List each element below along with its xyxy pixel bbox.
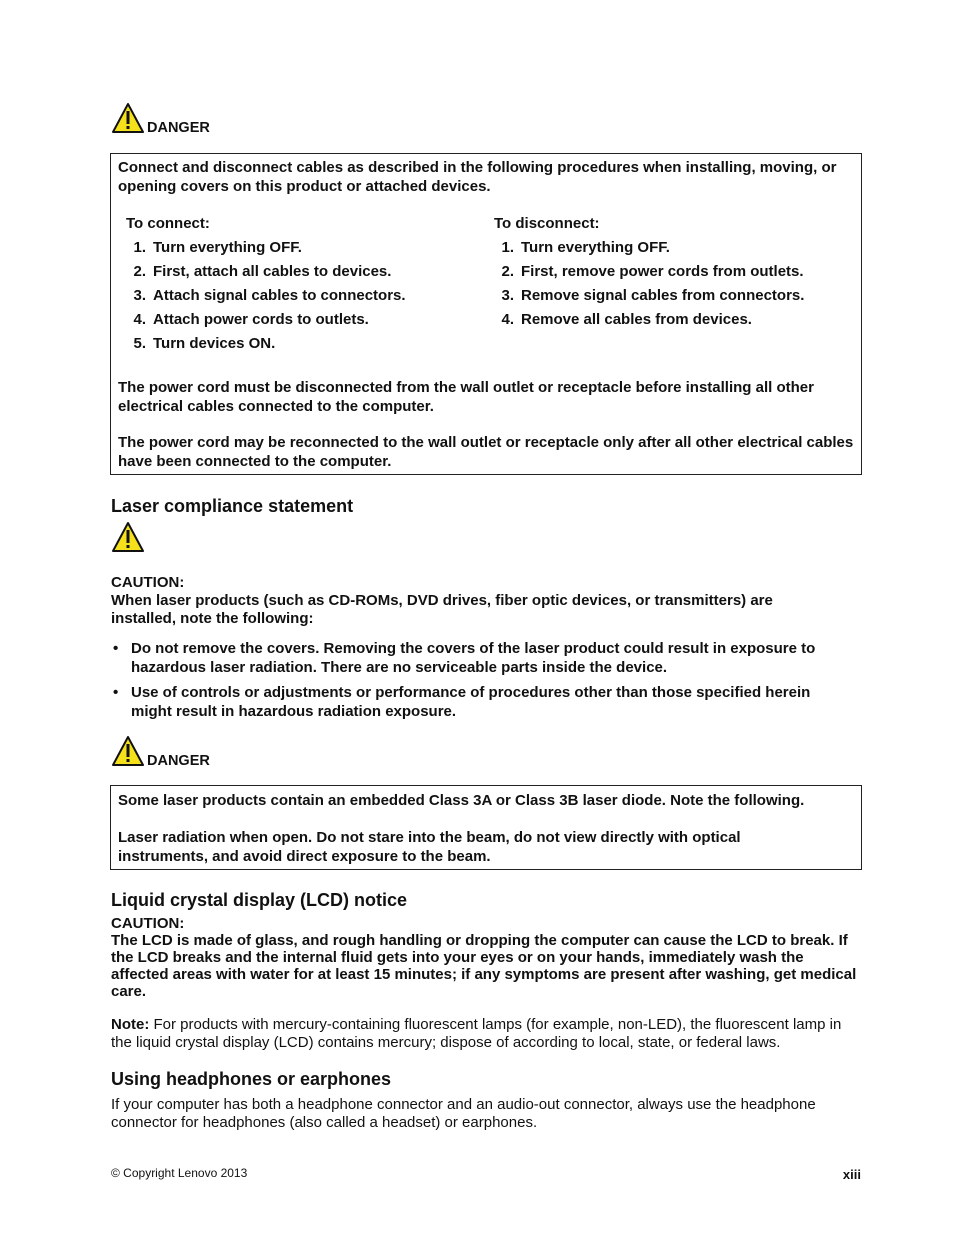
connect-steps (126, 236, 476, 356)
headphones-text: If your computer has both a headphone connector and an audio-out connector, always use the headphone connector for headphones (also called a headset) or earphones. (111, 1096, 816, 1131)
laser-caution-text: When laser products (such as CD-ROMs, DVD drives, fiber optic devices, or transmitters) are installed, note the following: (111, 592, 773, 627)
caution-label: CAUTION: (111, 574, 185, 591)
list-item: 4. Remove all cables from devices. (501, 311, 752, 328)
cable-procedure-box (110, 153, 862, 475)
list-item: 3. Attach signal cables to connectors. (133, 287, 406, 304)
warning-triangle-icon (111, 102, 145, 134)
connect-title: To connect: (126, 215, 210, 232)
list-item: 3. Remove signal cables from connectors. (501, 287, 805, 304)
cable-intro-text: Connect and disconnect cables as described in the following procedures when installing, moving, or opening covers on this product or attached devices. (118, 159, 837, 195)
warning-triangle-icon (111, 521, 145, 553)
power-cord-disconnect-text: The power cord must be disconnected from the wall outlet or receptacle before installing all other electrical cables connected to the computer. (118, 379, 814, 415)
lcd-caution-text: The LCD is made of glass, and rough handling or dropping the computer can cause the LCD to break. If the LCD breaks and the internal fluid gets into your eyes or on your hands, immediately wash the affected areas with water for at least 15 minutes; if any symptoms are present after washing, get medical care. (111, 932, 857, 1000)
laser-radiation-text: Laser radiation when open. Do not stare into the beam, do not view directly with optical instruments, and avoid direct exposure to the beam. (118, 829, 741, 865)
danger-label: DANGER (147, 753, 210, 769)
note-label: Note: (111, 1016, 150, 1033)
connect-column (126, 215, 476, 356)
list-item: 1. Turn everything OFF. (501, 239, 670, 256)
lcd-heading: Liquid crystal display (LCD) notice (111, 890, 408, 910)
laser-diode-text: Some laser products contain an embedded Class 3A or Class 3B laser diode. Note the following. (118, 792, 805, 809)
danger-header-1 (111, 102, 145, 134)
list-item: • Do not remove the covers. Removing the covers of the laser product could result in exposure to hazardous laser radiation. There are no serviceable parts inside the device. (113, 640, 816, 676)
note-text: For products with mercury-containing fluorescent lamps (for example, non-LED), the fluorescent lamp in the liquid crystal display (LCD) contains mercury; dispose of according to local, state, or federal laws. (111, 1016, 842, 1051)
list-item: 2. First, attach all cables to devices. (133, 263, 392, 280)
laser-danger-box (110, 785, 862, 870)
list-item: 4. Attach power cords to outlets. (133, 311, 369, 328)
disconnect-title: To disconnect: (494, 215, 600, 232)
headphones-heading: Using headphones or earphones (111, 1069, 392, 1089)
list-item: 5. Turn devices ON. (133, 335, 276, 352)
list-item: 2. First, remove power cords from outlets. (501, 263, 804, 280)
warning-triangle-icon (111, 735, 145, 767)
copyright-text: © Copyright Lenovo 2013 (111, 1166, 248, 1180)
list-item: • Use of controls or adjustments or performance of procedures other than those specified herein might result in hazardous radiation exposure. (113, 684, 811, 720)
laser-heading: Laser compliance statement (111, 496, 354, 516)
list-item: 1. Turn everything OFF. (133, 239, 302, 256)
laser-bullet-list (111, 639, 851, 727)
disconnect-steps (494, 236, 849, 332)
power-cord-reconnect-text: The power cord may be reconnected to the wall outlet or receptacle only after all other electrical cables have been connected to the computer. (118, 434, 854, 470)
caution-label: CAUTION: (111, 915, 185, 932)
disconnect-column (494, 215, 849, 332)
danger-header-2 (111, 735, 145, 767)
lcd-note (111, 1016, 863, 1051)
laser-caution-icon-wrap (111, 521, 145, 553)
danger-label: DANGER (147, 120, 210, 136)
page-number: xiii (842, 1167, 861, 1182)
